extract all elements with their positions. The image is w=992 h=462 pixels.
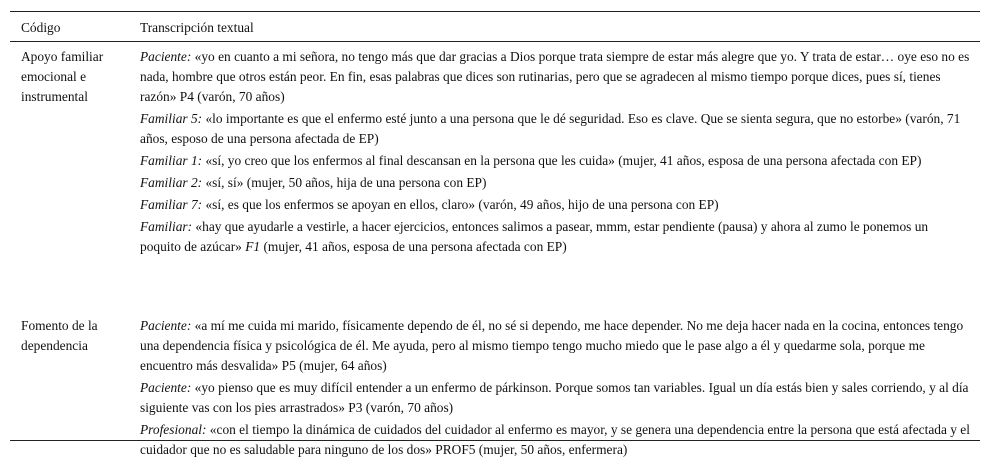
transcription-entry <box>140 47 970 107</box>
speaker-label: Familiar 2: <box>140 175 203 190</box>
row-code: Fomento de la dependencia <box>21 318 98 353</box>
speaker-label: Familiar: <box>140 219 193 234</box>
quote-text: «yo en cuanto a mi señora, no tengo más que dar gracias a Dios porque trata siempre de estar más alegre que yo. Y trata de estar… oye eso no es nada, hombre que otros están peor. En fin, esas palabras que dices son rutinarias, pero que se agradecen al mismo tiempo porque dices, pues sí, tienes razón» P4 (varón, 70 años) <box>140 49 970 104</box>
transcription-entry <box>140 316 970 376</box>
header-transcription: Transcripción textual <box>140 20 254 35</box>
speaker-label: Paciente: <box>140 49 192 64</box>
quote-text: «sí, sí» (mujer, 50 años, hija de una persona con EP) <box>202 175 487 190</box>
participant-tag: F1 <box>245 239 261 254</box>
quote-text: «sí, yo creo que los enfermos al final descansan en la persona que les cuida» (mujer, 41 años, esposa de una persona afectada con EP) <box>202 153 922 168</box>
table-bottom-rule <box>10 440 980 441</box>
row-code: Apoyo familiar emocional e instrumental <box>21 49 104 104</box>
speaker-label: Paciente: <box>140 318 192 333</box>
speaker-label: Familiar 7: <box>140 197 203 212</box>
quote-text: «lo importante es que el enfermo esté junto a una persona que le dé seguridad. Eso es clave. Que se sienta segura, que no estorbe» (varón, 71 años, esposo de una persona afectada de EP) <box>140 111 961 146</box>
table-header <box>10 12 980 42</box>
quote-text: «con el tiempo la dinámica de cuidados del cuidador al enfermo es mayor, y se genera una dependencia entre la persona que está afectada y el cuidador que no es saludable para ninguno de los dos» PROF5 (mujer, 50 años, enfermera) <box>140 422 970 457</box>
speaker-label: Profesional: <box>140 422 207 437</box>
quote-text: «sí, es que los enfermos se apoyan en ellos, claro» (varón, 49 años, hijo de una persona con EP) <box>202 197 719 212</box>
transcription-entry <box>140 195 970 215</box>
transcription-entry <box>140 151 970 171</box>
transcription-entry <box>140 217 970 257</box>
table-row <box>10 304 980 457</box>
quote-text: «a mí me cuida mi marido, físicamente dependo de él, no sé si dependo, me hace depender. No me deja hacer nada en la cocina, entonces tengo una dependencia física y psicológica de él. Me ayuda, pero al mismo tiempo tengo mucho miedo que le pase algo a él y quedarme sola, porque me encuentro más desvalida» P5 (mujer, 64 años) <box>140 318 964 373</box>
quote-tail: (mujer, 41 años, esposa de una persona afectada con EP) <box>260 239 567 254</box>
speaker-label: Familiar 5: <box>140 111 203 126</box>
row-transcriptions <box>140 47 970 259</box>
transcription-entry <box>140 173 970 193</box>
transcription-table <box>10 11 980 457</box>
quote-text: «yo pienso que es muy difícil entender a un enfermo de párkinson. Porque somos tan variables. Igual un día estás bien y sales corriendo, y al día siguiente vas con los pies arrastrados» P3 (varón, 70 años) <box>140 380 969 415</box>
transcription-entry <box>140 378 970 418</box>
speaker-label: Paciente: <box>140 380 192 395</box>
table-row <box>10 42 980 304</box>
speaker-label: Familiar 1: <box>140 153 203 168</box>
transcription-entry <box>140 109 970 149</box>
quote-text: «hay que ayudarle a vestirle, a hacer ejercicios, entonces salimos a pasear, mmm, estar pendiente (pausa) y ahora al zumo le ponemos un poquito de azúcar» <box>140 219 929 254</box>
header-code: Código <box>21 20 61 35</box>
